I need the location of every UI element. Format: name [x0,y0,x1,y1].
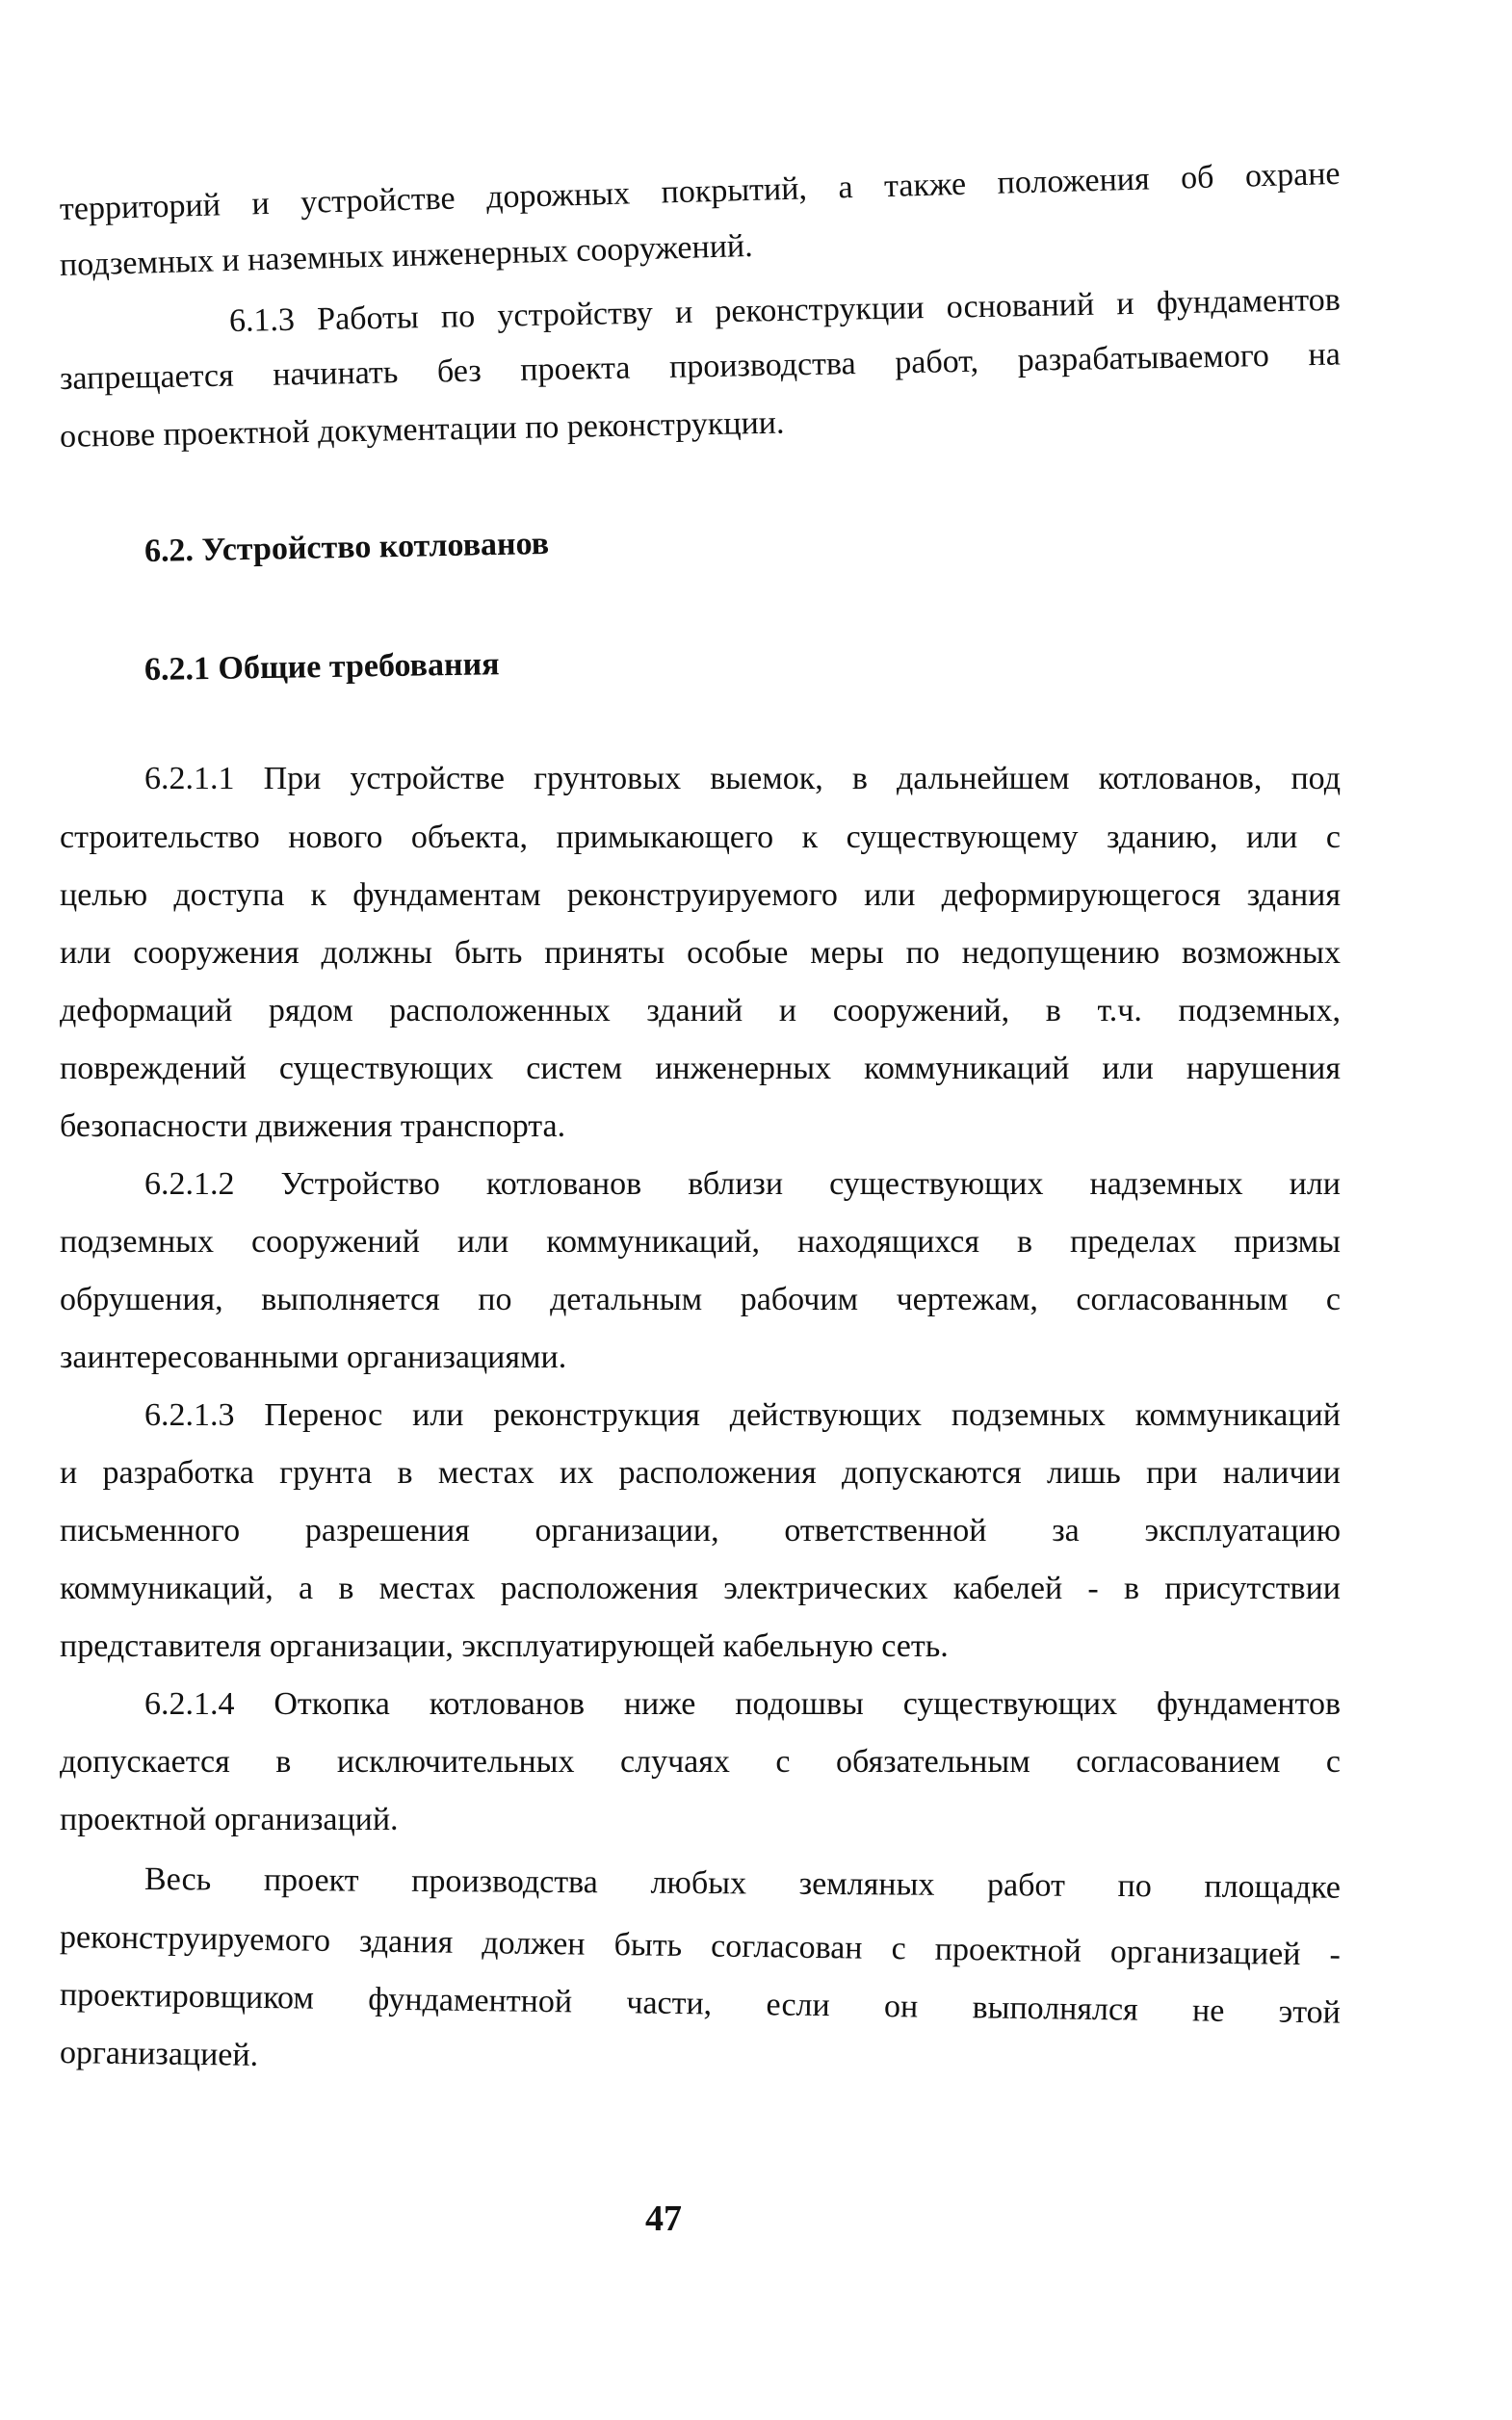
p6214-line-3: проектной организаций. [60,1802,399,1837]
p613-line-1: 6.1.3 Работы по устройству и реконструкции оснований и фундаментов [228,281,1342,339]
p6211-line-7: безопасности движения транспорта. [60,1108,566,1144]
final-line-4: организацией. [59,2035,259,2073]
p6212-line-2: подземных сооружений или коммуникаций, находящихся в пределах призмы [60,1224,1341,1260]
p6212-line-4: заинтересованными организациями. [60,1340,567,1375]
p6213-line-4: коммуникаций, а в местах расположения электрических кабелей - в присутствии [60,1571,1341,1606]
section-title: 6.2. Устройство котлованов [143,525,550,569]
intro-line-1: территорий и устройстве дорожных покрытий, а также положения об охране [59,155,1341,227]
final-line-1: Весь проект производства любых земляных работ по площадке [143,1861,1342,1906]
p6211-line-1: 6.2.1.1 При устройстве грунтовых выемок, в дальнейшем котлованов, под [144,761,1341,796]
intro-line-2: подземных и наземных инженерных сооружений. [59,227,754,283]
p6213-line-5: представителя организации, эксплуатирующей кабельную сеть. [60,1628,949,1664]
p6212-line-3: обрушения, выполняется по детальным рабочим чертежам, согласованным с [60,1282,1341,1317]
p6211-line-3: целью доступа к фундаментам реконструируемого или деформирующегося здания [60,877,1341,913]
p6211-line-4: или сооружения должны быть приняты особые меры по недопущению возможных [60,935,1341,971]
p6211-line-5: деформаций рядом расположенных зданий и сооружений, в т.ч. подземных, [60,993,1341,1028]
p6212-line-1: 6.2.1.2 Устройство котлованов вблизи существующих надземных или [144,1166,1341,1202]
p6214-line-2: допускается в исключительных случаях с обязательным согласованием с [60,1744,1341,1780]
page-number: 47 [645,2199,682,2239]
final-line-2: реконструируемого здания должен быть согласован с проектной организацией - [59,1919,1342,1973]
p6213-line-1: 6.2.1.3 Перенос или реконструкция действующих подземных коммуникаций [144,1397,1341,1433]
p6213-line-2: и разработка грунта в местах их расположения допускаются лишь при наличии [60,1455,1341,1491]
final-line-3: проектировщиком фундаментной части, если он выполнялся не этой [59,1977,1342,2031]
p613-line-3: основе проектной документации по реконструкции. [59,404,785,455]
p6213-line-3: письменного разрешения организации, ответственной за эксплуатацию [60,1513,1341,1548]
p613-line-2: запрещается начинать без проекта производства работ, разрабатываемого на [59,336,1342,397]
p6211-line-6: повреждений существующих систем инженерных коммуникаций или нарушения [60,1051,1341,1086]
p6211-line-2: строительство нового объекта, примыкающего к существующему зданию, или с [60,820,1341,855]
subsection-title: 6.2.1 Общие требования [143,646,500,688]
p6214-line-1: 6.2.1.4 Откопка котлованов ниже подошвы существующих фундаментов [144,1686,1341,1722]
